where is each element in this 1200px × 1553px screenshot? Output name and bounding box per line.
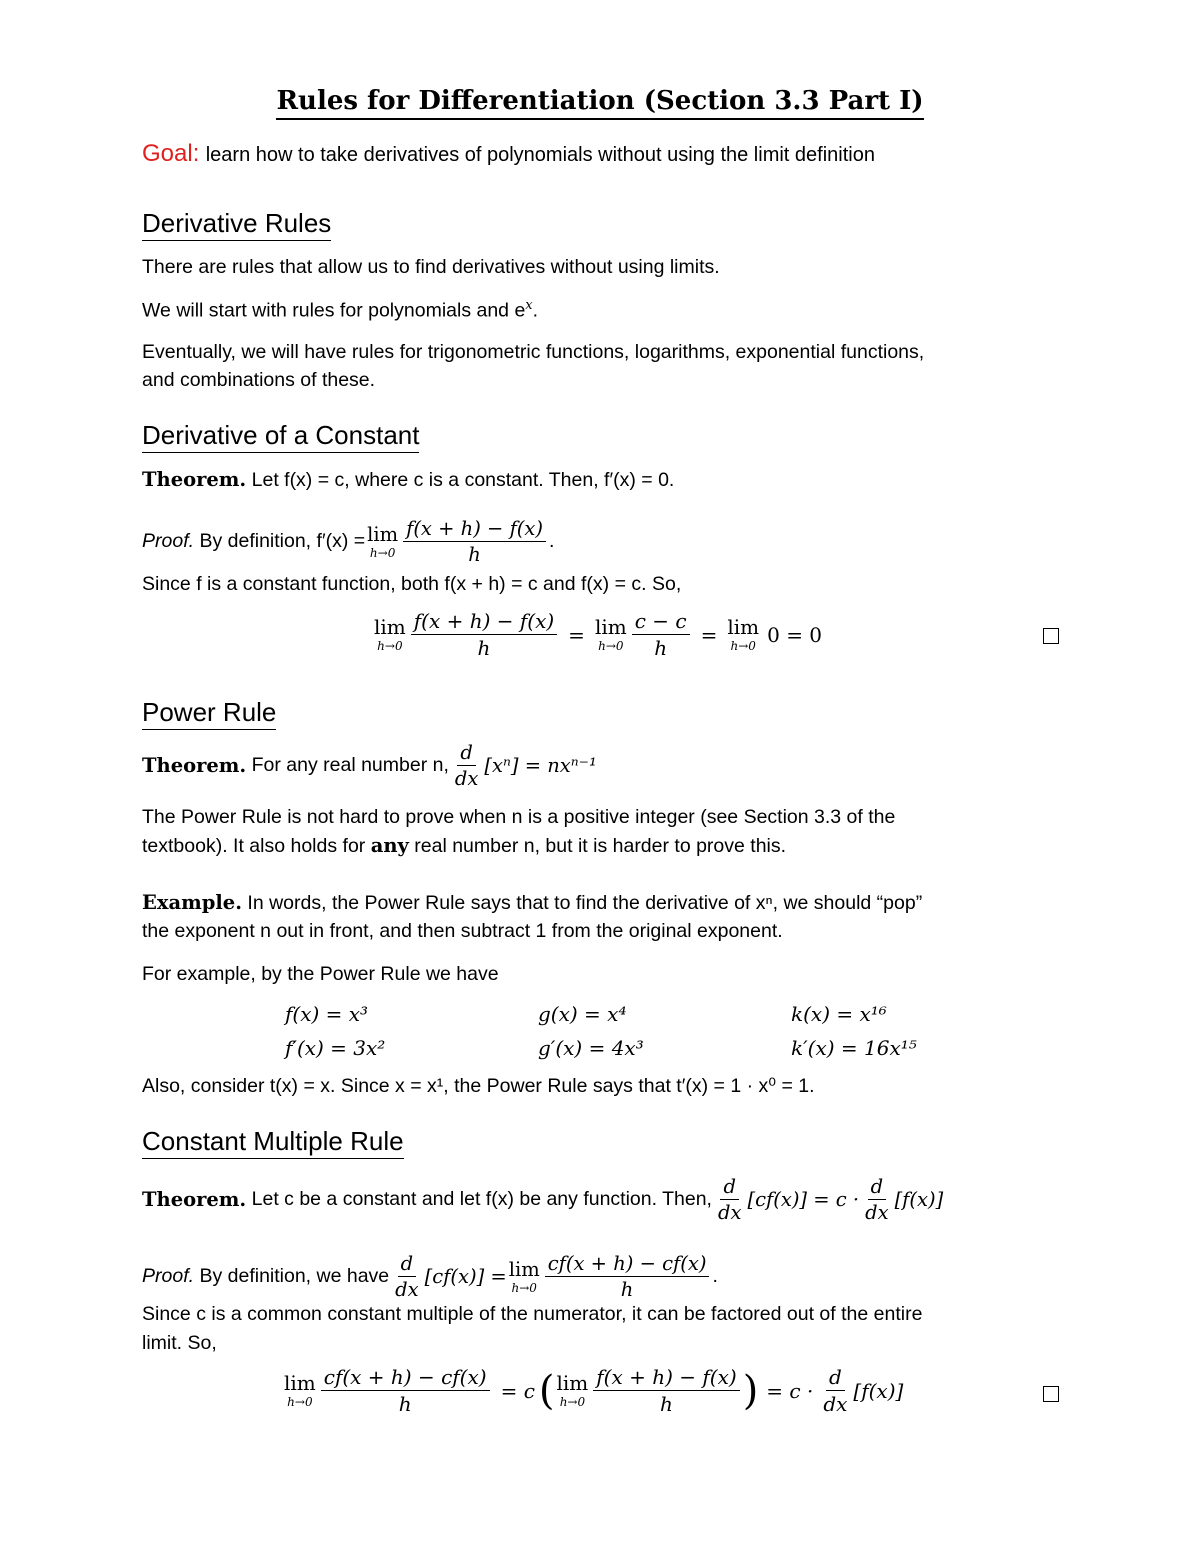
paragraph: the exponent n out in front, and then subtract 1 from the original exponent. bbox=[142, 920, 783, 942]
paragraph: textbook). It also holds for any real number n, but it is harder to prove this. bbox=[142, 834, 787, 857]
example-cell: k′(x) = 16x¹⁵ bbox=[791, 1036, 917, 1060]
theorem: Theorem. Let c be a constant and let f(x) be any function. Then, $\frac{d}{dx}$ [cf(x)] = c · $\frac{d}{dx}$ [f(x)] bbox=[142, 1175, 944, 1225]
theorem-text: For any real number n, bbox=[251, 754, 449, 777]
proof-line: Proof. By definition, f′(x) = lim h→0 $\frac{f(x + h) - f(x)}{h}$ . bbox=[142, 517, 555, 567]
paragraph: Since f is a constant function, both f(x + h) = c and f(x) = c. So, bbox=[142, 573, 682, 595]
example: Example. In words, the Power Rule says that to find the derivative of xⁿ, we should “pop” bbox=[142, 891, 923, 914]
proof-label: Proof. bbox=[142, 530, 195, 553]
example-label: Example. bbox=[142, 891, 242, 914]
paragraph: We will start with rules for polynomials and $e^x$. bbox=[142, 298, 539, 322]
goal-label: Goal: bbox=[142, 140, 200, 167]
paragraph: The Power Rule is not hard to prove when n is a positive integer (see Section 3.3 of the bbox=[142, 806, 896, 828]
limit-operator: lim h→0 bbox=[374, 615, 406, 653]
limit-operator: lim h→0 bbox=[508, 1257, 540, 1296]
section-heading-derivative-rules: Derivative Rules bbox=[142, 208, 331, 239]
example-cell: f(x) = x³ bbox=[285, 1002, 369, 1026]
section-heading-derivative-constant: Derivative of a Constant bbox=[142, 420, 419, 451]
theorem-label: Theorem. bbox=[142, 754, 247, 778]
qed-icon bbox=[1043, 1386, 1059, 1402]
difference-quotient: $\frac{f(x + h) - f(x)}{h}$ bbox=[403, 518, 546, 566]
paragraph: Since c is a common constant multiple of the numerator, it can be factored out of the entire bbox=[142, 1303, 923, 1325]
proof-line: Proof. By definition, we have $\frac{d}{dx}$ [cf(x)] = lim h→0 $\frac{cf(x + h) - cf(x)}{h}$ . bbox=[142, 1252, 718, 1302]
section-heading-constant-multiple: Constant Multiple Rule bbox=[142, 1126, 404, 1157]
example-cell: k(x) = x¹⁶ bbox=[791, 1002, 887, 1026]
example-cell: g′(x) = 4x³ bbox=[538, 1036, 644, 1060]
derivative-operator: $\frac{d}{dx}$ bbox=[823, 1365, 848, 1416]
derivative-operator: $\frac{d}{dx}$ bbox=[454, 741, 479, 791]
fraction: $\frac{f(x + h) - f(x)}{h}$ bbox=[411, 610, 557, 659]
section-heading-power-rule: Power Rule bbox=[142, 697, 276, 728]
limit-operator: lim h→0 bbox=[594, 615, 627, 653]
power-rule-formula: [xⁿ] = nxⁿ⁻¹ bbox=[484, 754, 597, 778]
example-cell: f′(x) = 3x² bbox=[285, 1036, 386, 1060]
theorem bbox=[142, 742, 597, 790]
theorem bbox=[142, 468, 674, 492]
paragraph: For example, by the Power Rule we have bbox=[142, 963, 499, 985]
left-paren-icon: ( bbox=[538, 1367, 555, 1414]
derivative-operator: $\frac{d}{dx}$ bbox=[395, 1252, 419, 1302]
goal-line bbox=[142, 140, 875, 168]
example-cell: g(x) = x⁴ bbox=[538, 1002, 627, 1026]
theorem-label: Theorem. bbox=[142, 468, 247, 491]
derivative-operator: $\frac{d}{dx}$ bbox=[717, 1175, 742, 1225]
limit-operator: lim h→0 bbox=[367, 522, 399, 561]
limit-operator: lim h→0 bbox=[284, 1371, 316, 1409]
paragraph: Also, consider t(x) = x. Since x = x¹, the Power Rule says that t′(x) = 1 · x⁰ = 1. bbox=[142, 1075, 815, 1097]
paragraph: limit. So, bbox=[142, 1332, 217, 1354]
theorem-text: Let f(x) = c, where c is a constant. Then, f′(x) = 0. bbox=[251, 469, 675, 491]
derivative-operator: $\frac{d}{dx}$ bbox=[865, 1175, 889, 1225]
theorem-text: Let c be a constant and let f(x) be any function. Then, bbox=[251, 1188, 712, 1211]
proof-label: Proof. bbox=[142, 1265, 195, 1288]
fraction: $\frac{cf(x + h) - cf(x)}{h}$ bbox=[545, 1253, 710, 1301]
proof-text: By definition, f′(x) = bbox=[199, 530, 366, 553]
right-paren-icon: ) bbox=[742, 1367, 759, 1414]
goal-text: learn how to take derivatives of polynomials without using the limit definition bbox=[205, 144, 875, 166]
display-equation: lim h→0 $\frac{cf(x + h) - cf(x)}{h}$ = c ( lim h→0 $\frac{f(x + h) - f(x)}{h}$ ) = c · $\frac{d}{dx}$ [f(x)] bbox=[284, 1365, 904, 1416]
fraction: $\frac{f(x + h) - f(x)}{h}$ bbox=[593, 1366, 739, 1415]
limit-operator: lim h→0 bbox=[556, 1371, 589, 1409]
fraction: $\frac{c - c}{h}$ bbox=[632, 610, 690, 659]
paragraph: and combinations of these. bbox=[142, 369, 376, 391]
theorem-label: Theorem. bbox=[142, 1188, 247, 1212]
paragraph: Eventually, we will have rules for trigonometric functions, logarithms, exponential functions, bbox=[142, 341, 925, 363]
qed-icon bbox=[1043, 628, 1059, 644]
page-title: Rules for Differentiation (Section 3.3 Part I) bbox=[0, 86, 1200, 116]
paragraph: There are rules that allow us to find derivatives without using limits. bbox=[142, 256, 720, 278]
limit-operator: lim h→0 bbox=[727, 615, 760, 653]
fraction: $\frac{cf(x + h) - cf(x)}{h}$ bbox=[321, 1366, 490, 1415]
display-equation: lim h→0 $\frac{f(x + h) - f(x)}{h}$ = lim h→0 $\frac{c - c}{h}$ = lim h→0 0 = 0 bbox=[374, 609, 823, 660]
